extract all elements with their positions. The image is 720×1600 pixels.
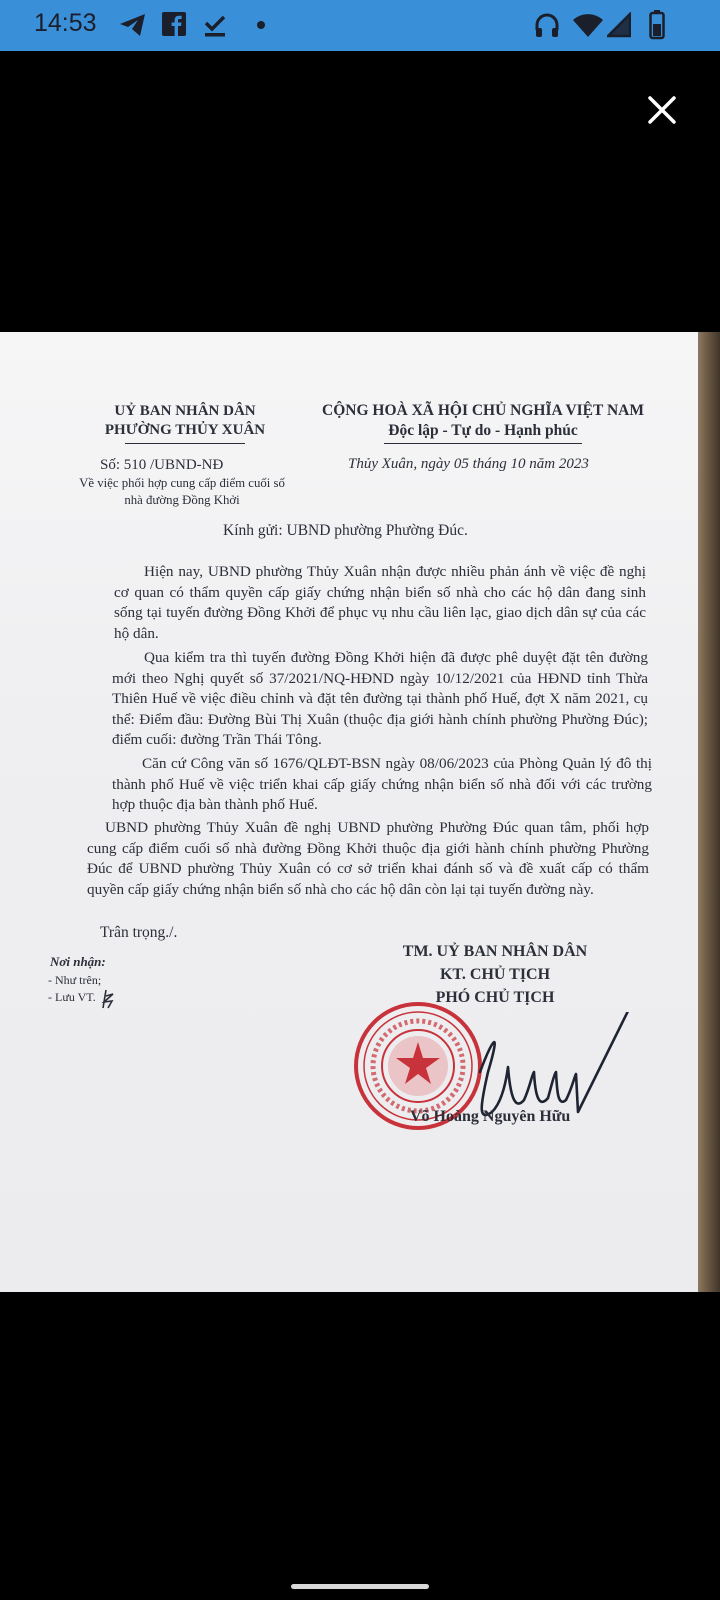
- dot-icon: [257, 21, 265, 29]
- document-number: Số: 510 /UBND-NĐ: [100, 457, 224, 473]
- paragraph-3-text: Căn cứ Công văn số 1676/QLĐT-BSN ngày 08/06/2023 của Phòng Quản lý đô thị thành phố Huế về việc triển khai cấp giấy chứng nhận biển số nhà đối với các trường hợp thuộc địa bàn thành phố Huế.: [112, 755, 652, 813]
- issuer-line1: UỶ BAN NHÂN DÂN: [114, 403, 256, 419]
- motto-block: [318, 401, 648, 444]
- motto-line1: CỘNG HOÀ XÃ HỘI CHỦ NGHĨA VIỆT NAM: [322, 402, 644, 419]
- signer-name: Võ Hoàng Nguyên Hữu: [410, 1108, 571, 1125]
- facebook-icon: [162, 12, 186, 41]
- salutation: Kính gửi: UBND phường Phường Đúc.: [223, 522, 468, 539]
- issuer-line2: PHƯỜNG THỦY XUÂN: [104, 422, 266, 438]
- table-edge: [698, 332, 720, 1292]
- home-indicator[interactable]: [291, 1584, 429, 1589]
- issuer-block: [85, 402, 285, 444]
- cell-signal-icon: [607, 12, 631, 43]
- signer-line1: TM. UỶ BAN NHÂN DÂN: [402, 943, 588, 960]
- headset-icon: [533, 12, 561, 45]
- place-date: Thủy Xuân, ngày 05 tháng 10 năm 2023: [348, 456, 589, 472]
- close-button[interactable]: [640, 88, 684, 132]
- close-icon: [640, 88, 684, 132]
- paragraph-4: [87, 818, 649, 900]
- battery-icon: [649, 10, 665, 45]
- recipients-title: Nơi nhận:: [50, 954, 106, 969]
- issuer-underline: [125, 443, 245, 444]
- paragraph-1-text: Hiện nay, UBND phường Thủy Xuân nhận được nhiều phản ánh về việc đề nghị cơ quan có thẩm quyền cấp giấy chứng nhận biển số nhà cho các hộ dân đang sinh sống tại tuyến đường Đồng Khởi để phục vụ nhu cầu liên lạc, giao dịch dân sự của các hộ dân.: [114, 563, 646, 642]
- paragraph-2-text: Qua kiểm tra thì tuyến đường Đồng Khởi hiện đã được phê duyệt đặt tên đường mới theo Nghị quyết số 37/2021/NQ-HĐND ngày 10/12/2021 của HĐND tỉnh Thừa Thiên Huế về việc điều chỉnh và đặt tên đường tại thành phố Huế, đợt X năm 2021, cụ thể: Điểm đầu: Đường Bùi Thị Xuân (thuộc địa giới hành chính phường Phường Đúc); điểm cuối: đường Trần Thái Tông.: [112, 649, 648, 748]
- paragraph-2: [112, 648, 648, 751]
- closing: Trân trọng./.: [100, 924, 178, 941]
- recipient-item: - Lưu VT.: [48, 990, 96, 1004]
- motto-underline: [384, 443, 582, 444]
- signer-line3: PHÓ CHỦ TỊCH: [435, 989, 555, 1006]
- document-photo[interactable]: [0, 332, 720, 1292]
- status-time: 14:53: [34, 9, 97, 37]
- telegram-icon: [118, 12, 148, 43]
- subject-block: [66, 475, 298, 509]
- subject-line2: nhà đường Đồng Khởi: [124, 493, 240, 507]
- signer-block: [360, 940, 630, 1009]
- initial-mark-icon: [100, 988, 116, 1010]
- recipient-item: - Như trên;: [48, 973, 102, 987]
- wifi-icon: [572, 12, 604, 43]
- recipients-list: [48, 972, 101, 1006]
- download-done-icon: [202, 12, 228, 43]
- paragraph-1: [114, 562, 646, 644]
- subject-line1: Về việc phối hợp cung cấp điểm cuối số: [79, 476, 285, 490]
- motto-line2: Độc lập - Tự do - Hạnh phúc: [388, 422, 578, 439]
- paragraph-4-text: UBND phường Thủy Xuân đề nghị UBND phường Phường Đúc quan tâm, phối hợp cung cấp điểm cuối số nhà đường Đồng Khởi thuộc địa giới hành chính phường Phường Đúc để UBND phường Thủy Xuân có cơ sở triển khai đánh số và đề xuất cấp có thẩm quyền cấp giấy chứng nhận biển số nhà cho các hộ dân còn lại tại tuyến đường này.: [87, 819, 649, 898]
- paragraph-3: [112, 754, 652, 816]
- signer-line2: KT. CHỦ TỊCH: [439, 966, 551, 983]
- status-bar: [0, 0, 720, 51]
